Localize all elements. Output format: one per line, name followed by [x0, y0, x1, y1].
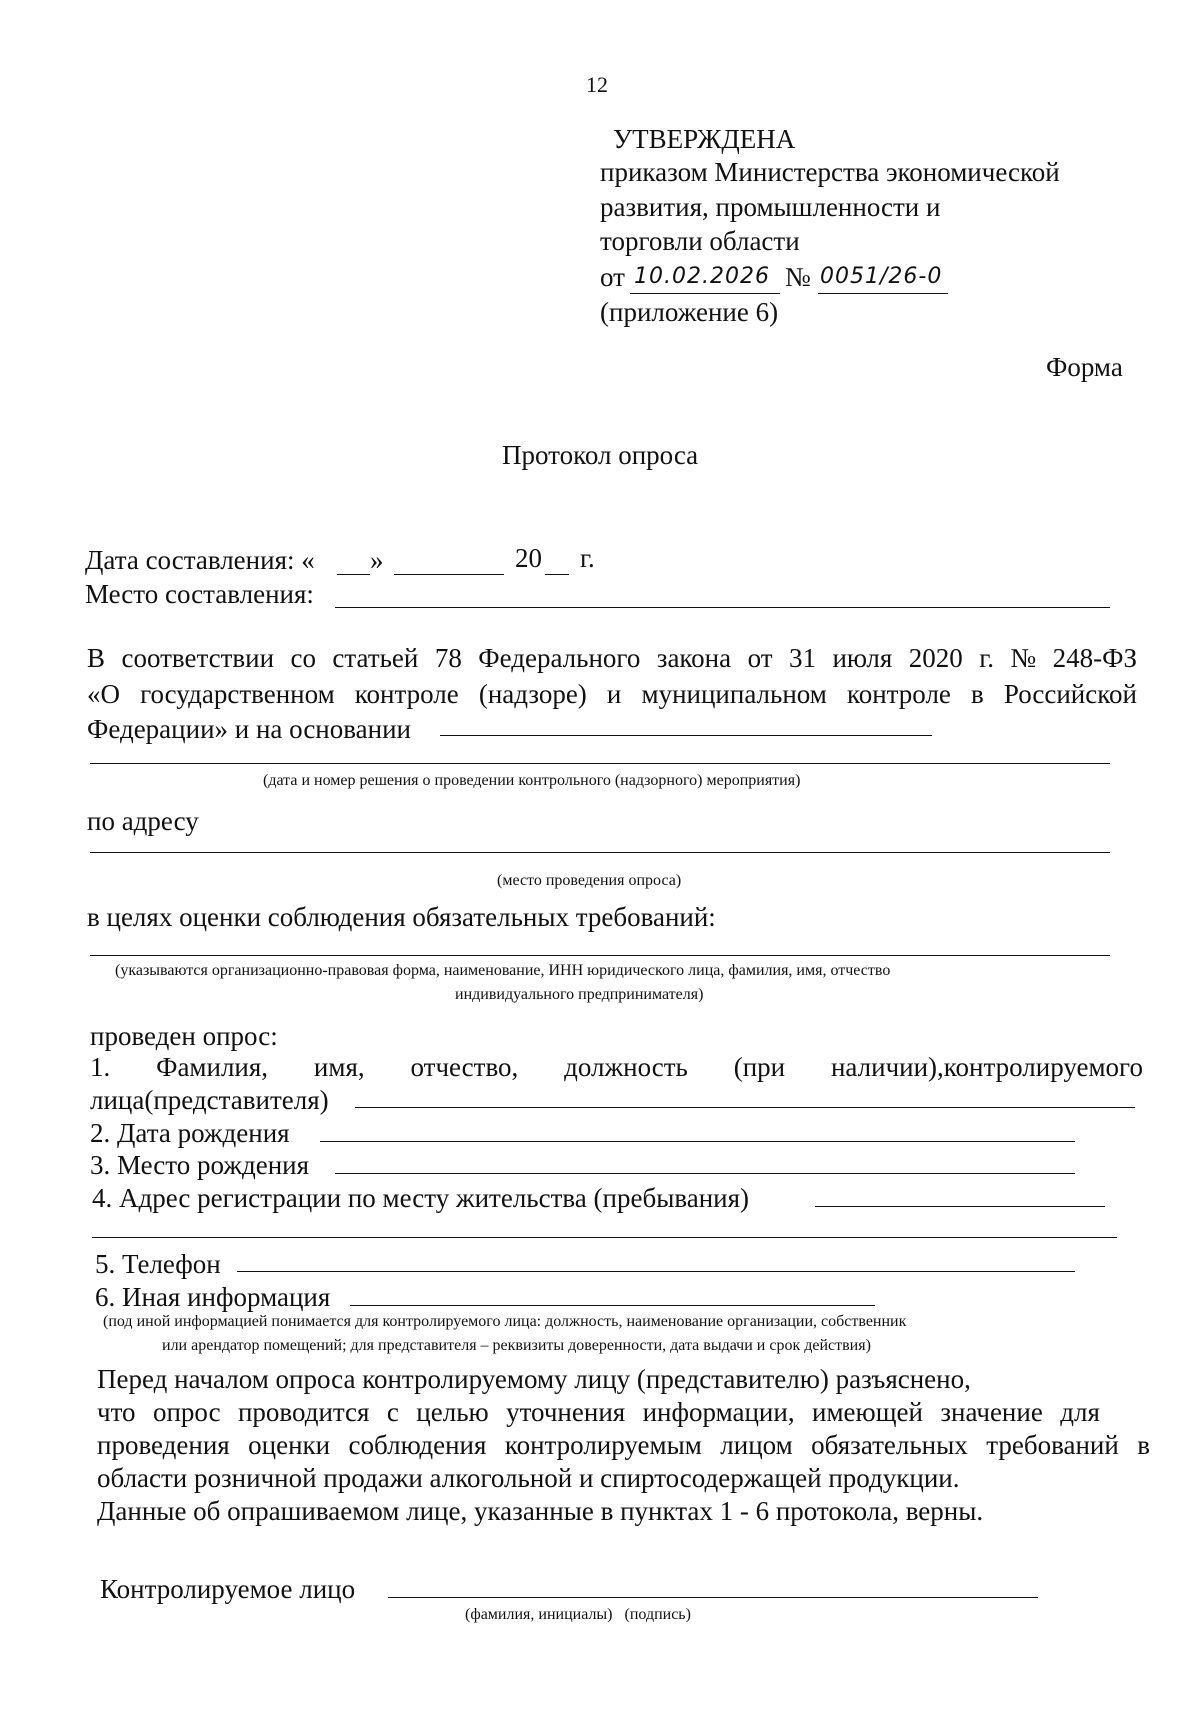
date-month-field[interactable] — [394, 574, 504, 575]
place-field[interactable] — [335, 607, 1110, 608]
signature-label: Контролируемое лицо — [100, 1574, 356, 1604]
address-caption: (место проведения опроса) — [497, 872, 682, 889]
address-field[interactable] — [90, 852, 1110, 853]
intro-line-3: Федерации» и на основании — [87, 714, 411, 744]
explanation-line-5: Данные об опрашиваемом лице, указанные в пунктах 1 - 6 протокола, верны. — [97, 1496, 984, 1526]
person-name-field[interactable] — [355, 1107, 1135, 1108]
survey-item-3: 3. Место рождения — [90, 1150, 310, 1180]
explanation-line-1: Перед началом опроса контролируемому лицу (представителю) разъяснено, — [97, 1364, 971, 1394]
approval-number-prefix: № — [785, 262, 811, 292]
form-label: Форма — [1046, 352, 1123, 382]
decision-field-part1[interactable] — [440, 735, 932, 736]
year-prefix: 20 — [515, 543, 542, 573]
birth-place-field[interactable] — [335, 1173, 1075, 1174]
page-number: 12 — [586, 72, 608, 97]
approval-line-3: торговли области — [600, 226, 800, 256]
survey-item-6: 6. Иная информация — [95, 1282, 331, 1312]
date-year-field[interactable] — [545, 574, 569, 575]
approval-number-handwritten: 0051/26-0 — [820, 264, 943, 289]
approval-line-1: приказом Министерства экономической — [600, 157, 1060, 187]
survey-item-4: 4. Адрес регистрации по месту жительства (пребывания) — [92, 1183, 750, 1213]
approval-title: УТВЕРЖДЕНА — [613, 124, 796, 154]
other-info-caption-line-2: или арендатор помещений; для представителя – реквизиты доверенности, дата выдачи и срок действия) — [162, 1337, 871, 1354]
approval-date-prefix: от — [600, 262, 625, 292]
birth-date-field[interactable] — [320, 1141, 1075, 1142]
approval-appendix: (приложение 6) — [600, 297, 779, 327]
purpose-label: в целях оценки соблюдения обязательных требований: — [87, 902, 716, 932]
purpose-caption-line-2: индивидуального предпринимателя) — [455, 986, 704, 1003]
registration-address-field-part2[interactable] — [92, 1237, 1117, 1238]
other-info-field[interactable] — [350, 1305, 875, 1306]
date-quote-close: » — [370, 545, 384, 575]
purpose-field[interactable] — [90, 955, 1110, 956]
intro-line-1: В соответствии со статьей 78 Федерального закона от 31 июля 2020 г. № 248-ФЗ — [87, 643, 1137, 673]
decision-field-part2[interactable] — [90, 763, 1110, 764]
place-label: Место составления: — [85, 579, 314, 609]
intro-line-2: «О государственном контроле (надзоре) и муниципальном контроле в Российской — [87, 679, 1137, 709]
approval-number-underline — [818, 293, 948, 294]
explanation-line-4: области розничной продажи алкогольной и спиртосодержащей продукции. — [97, 1463, 960, 1493]
registration-address-field-part1[interactable] — [815, 1206, 1105, 1207]
approval-date-underline — [630, 293, 780, 294]
phone-field[interactable] — [237, 1271, 1075, 1272]
signature-caption: (фамилия, инициалы) (подпись) — [465, 1606, 691, 1623]
date-label: Дата составления: « — [85, 545, 315, 575]
purpose-caption-line-1: (указываются организационно-правовая форма, наименование, ИНН юридического лица, фамилия, имя, отчество — [115, 962, 891, 979]
year-suffix: г. — [580, 543, 595, 573]
address-label: по адресу — [87, 806, 199, 836]
survey-item-2: 2. Дата рождения — [90, 1118, 290, 1148]
explanation-line-2: что опрос проводится с целью уточнения информации, имеющей значение для — [97, 1397, 1100, 1427]
approval-date-handwritten: 10.02.2026 — [634, 264, 770, 289]
signature-field[interactable] — [388, 1597, 1038, 1598]
other-info-caption-line-1: (под иной информацией понимается для контролируемого лица: должность, наименование организации, собственник — [103, 1313, 907, 1330]
doc-title: Протокол опроса — [502, 440, 699, 470]
survey-label: проведен опрос: — [90, 1021, 278, 1051]
explanation-line-3: проведения оценки соблюдения контролируемым лицом обязательных требований в — [97, 1430, 1150, 1460]
survey-item-1-line-2: лица(представителя) — [90, 1085, 329, 1115]
decision-caption: (дата и номер решения о проведении контрольного (надзорного) мероприятия) — [263, 772, 801, 789]
approval-line-2: развития, промышленности и — [600, 192, 941, 222]
survey-item-1-line-1: 1. Фамилия, имя, отчество, должность (при наличии),контролируемого — [90, 1052, 1143, 1082]
survey-item-5: 5. Телефон — [95, 1249, 221, 1279]
date-day-field[interactable] — [337, 574, 370, 575]
